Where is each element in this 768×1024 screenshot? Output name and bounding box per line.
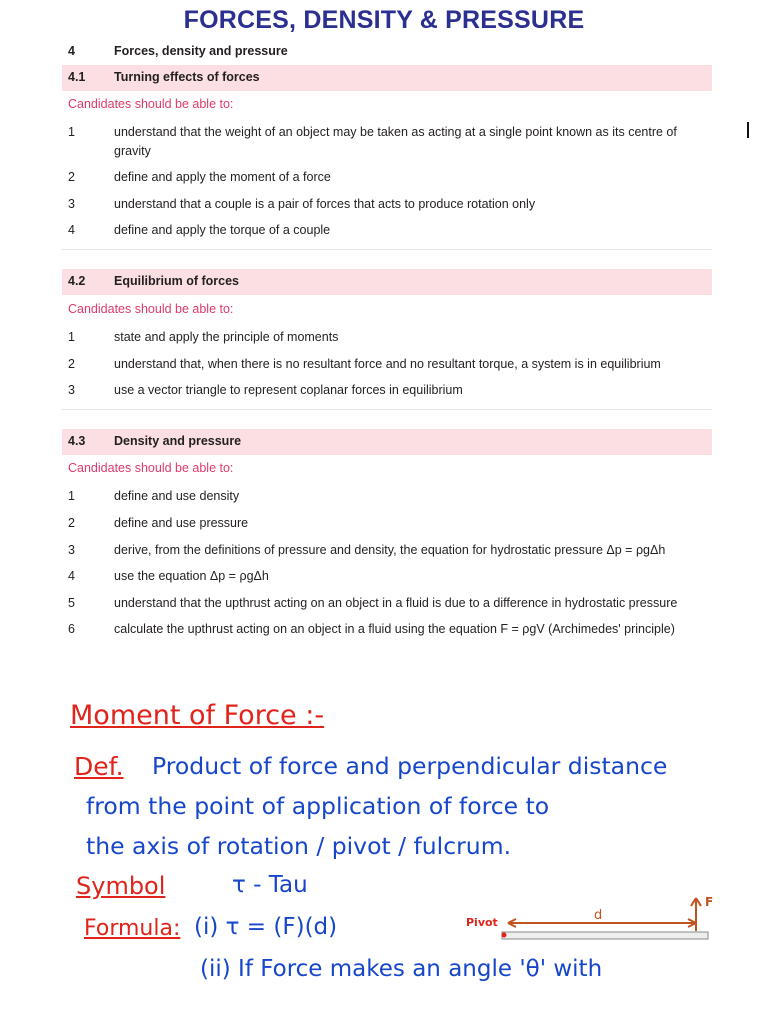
text-cursor [747,122,749,138]
section-number: 4.1 [68,70,86,84]
formula-1: (i) τ = (F)(d) [194,914,338,940]
section-title: Equilibrium of forces [114,274,240,288]
page-title: FORCES, DENSITY & PRESSURE [183,6,585,34]
definition-line-1: Product of force and perpendicular distance [152,752,668,780]
candidates-label: Candidates should be able to: [68,97,234,111]
item-text: state and apply the principle of moments [114,330,339,344]
topic-number: 4 [68,44,75,58]
candidates-label: Candidates should be able to: [68,461,234,475]
section-title: Density and pressure [114,434,242,448]
candidates-label: Candidates should be able to: [68,302,234,316]
item-text: define and apply the moment of a force [114,170,331,184]
formula-label: Formula: [84,916,181,941]
divider [62,409,712,410]
definition-line-2: from the point of application of force to [86,792,550,820]
symbol-label: Symbol [76,872,166,900]
formula-2: (ii) If Force makes an angle 'θ' with [200,956,603,982]
symbol-value: τ - Tau [232,872,308,898]
item-number: 6 [68,622,75,636]
section-header-4-3 [62,429,712,455]
divider [62,249,712,250]
item-text: understand that, when there is no resultant force and no resultant torque, a system is in equilibrium [114,357,661,371]
item-number: 3 [68,383,75,397]
item-text: use the equation Δp = ρgΔh [114,569,269,583]
item-number: 4 [68,223,75,237]
item-text: use a vector triangle to represent coplanar forces in equilibrium [114,383,463,397]
force-label: F [705,895,714,909]
lever-bar [502,932,708,939]
item-number: 1 [68,489,75,503]
section-number: 4.3 [68,434,86,448]
item-number: 1 [68,125,75,139]
item-number: 2 [68,357,75,371]
section-header-4-2 [62,269,712,295]
item-text: derive, from the definitions of pressure and density, the equation for hydrostatic pressure Δp = ρgΔh [114,543,666,557]
item-number: 2 [68,516,75,530]
section-header-4-1 [62,65,712,91]
definition-line-3: the axis of rotation / pivot / fulcrum. [86,832,512,860]
item-text: understand that the weight of an object may be taken as acting at a single point known as its centre of gravity [114,125,677,158]
item-number: 3 [68,543,75,557]
pivot-label: Pivot [466,916,498,929]
item-text: calculate the upthrust acting on an object in a fluid using the equation F = ρgV (Archimedes' principle) [114,622,675,636]
section-title: Turning effects of forces [114,70,260,84]
definition-label: Def. [74,752,124,781]
topic-title: Forces, density and pressure [114,44,288,58]
item-text: define and use pressure [114,516,249,530]
item-text: define and apply the torque of a couple [114,223,331,237]
distance-label: d [594,908,603,923]
item-text: understand that the upthrust acting on an object in a fluid is due to a difference in hydrostatic pressure [114,596,678,610]
section-number: 4.2 [68,274,86,288]
item-number: 1 [68,330,75,344]
item-number: 4 [68,569,75,583]
notes-heading: Moment of Force :- [70,700,325,731]
item-text: define and use density [114,489,240,503]
item-number: 2 [68,170,75,184]
pivot-point [502,933,507,938]
moment-diagram [460,890,730,950]
item-text: understand that a couple is a pair of forces that acts to produce rotation only [114,197,536,211]
item-number: 3 [68,197,75,211]
item-number: 5 [68,596,75,610]
